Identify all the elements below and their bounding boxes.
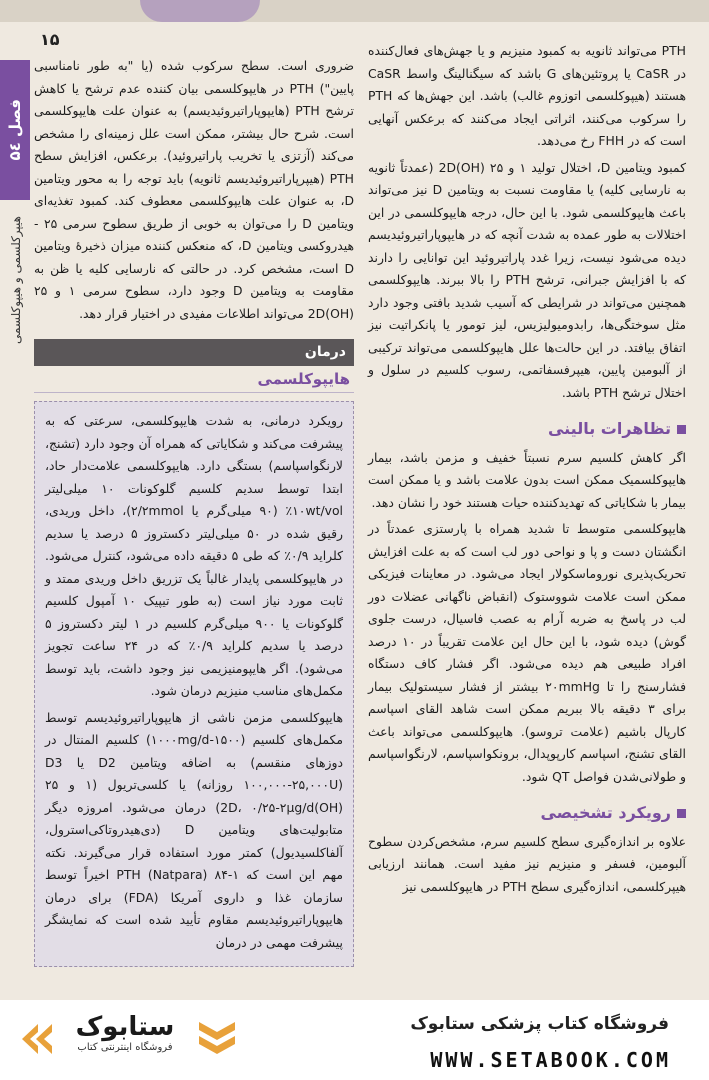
paragraph: کمبود ویتامین D، اختلال تولید ۱ و ۲۵ (OH)2D (عمدتاً ثانویه به نارسایی کلیه) یا مقاومت نسبت به ویتامین D نیز می‌تواند باعث هایپوکلسمی شود. با این حال، درجه هایپوکلسمی در این اختلالات به طور عمده به شدت آنچه که در هایپوپاراتیروئیدیسم دیده می‌شود نیست، زیرا غدد پاراتیروئید این توانایی را دارند که با افزایش جبرانی، ترشح PTH را بالا ببرند. هایپوکلسمی همچنین می‌تواند در شرایطی که آسیب شدید بافتی وجود دارد مثل سوختگی‌ها، رابدومیولیزیس، لیز تومور یا پانکراتیت نیز اتفاق بیافتد. در این حالت‌ها علل هایپوکلسمی می‌تواند ترکیبی از آلبومین پایین، هیپرفسفاتمی، رسوب کلسیم در سلول و اختلال ترشح PTH باشد.: [368, 159, 686, 400]
brand-tagline: فروشگاه اینترنتی کتاب: [77, 1042, 173, 1053]
heading-text: رویکرد تشخیصی: [540, 803, 671, 822]
decorative-shape: [140, 0, 260, 22]
paragraph: ضروری است. سطح سرکوب شده (یا "به طور نامناسبی پایین") PTH در هایپوکلسمی بیان کننده عدم ترشح یا کاهش ترشح PTH (هایپوپاراتیروئیدیسم) به عنوان علت هایپوکلسمی است. شرح حال بیشتر، ممکن است علل زمینه‌ای را مشخص می‌کند (آزتزی یا تخریب پاراتیروئید). برعکس، افزایش سطح PTH (هیپرپاراتیروئیدیسم ثانویه) باید توجه را به محور ویتامین D، به عنوان علت هایپوکلسمی معطوف کند. کمبود تغذیه‌ای ویتامین D را می‌توان به خوبی از طریق سطوح سرمی ۲۵ - هیدروکسی ویتامین D، که منعکس کننده میزان ذخیرهٔ ویتامین D است، مشخص کرد. در حالتی که نارسایی کلیه یا ظن به مقاومت به ویتامین D وجود دارد، سطوح سرمی ۱ و ۲۵ (OH)2D می‌تواند اطلاعات مفیدی در اختیار قرار دهد.: [34, 58, 354, 321]
chapter-tab: [0, 60, 30, 200]
hypocalcemia-subheading: هایپوکلسمی: [34, 366, 354, 394]
brand-logo-text: [70, 1012, 180, 1053]
paragraph: رویکرد درمانی، به شدت هایپوکلسمی، سرعتی که به پیشرفت می‌کند و شکایاتی که همراه آن وجود دارد (تشنج، لارنگواسپاسم) بستگی دارد. هایپوکلسمی علامت‌دار حاد، ابتدا توسط سدیم کلسیم گلوکونات ۱۰ میلی‌لیتر ۱۰wt/vol٪ (۹۰ میلی‌گرم یا ۲/۲mmol)، داخل وریدی، رقیق شده در ۵۰ میلی‌لیتر دکستروز ۵ درصد یا سدیم کلراید ۰/۹٪ که طی ۵ دقیقه داده می‌شود، کنترل می‌شود. در هایپوکلسمی پایدار غالباً یک تزریق داخل وریدی ممتد و ثابت مورد نیاز است (به طور تیپیک ۱۰ آمپول کلسیم گلوکونات یا ۹۰۰ میلی‌گرم کلسیم در ۱ لیتر دکستروز ۵ درصد یا سدیم کلراید ۰/۹٪ که در ۲۴ ساعت تجویز می‌شود). اگر هایپومنیزیمی نیز وجود داشت، باید توسط مکمل‌های مناسب منیزیم درمان شود.: [45, 413, 344, 698]
chapter-running-title: [4, 205, 28, 355]
brand-word: ستابوک: [75, 1012, 175, 1042]
paragraph: PTH می‌تواند ثانویه به کمبود منیزیم و یا جهش‌های فعال‌کننده در CaSR یا پروتئین‌های G باشد که سیگنالینگ واسط CaSR هستند (هیپوکلسمی اتوزوم غالب) باشد. این جهش‌ها که PTH را سرکوب می‌کنند، اثراتی ایجاد می‌کنند که برعکس آنهایی است که در FHH رخ می‌دهد.: [368, 43, 686, 148]
section-heading-clinical: [368, 418, 686, 441]
paragraph: هایپوکلسمی مزمن ناشی از هایپوپاراتیروئیدیسم توسط مکمل‌های کلسیم (۱۵۰۰-۱۰۰۰mg/d) کلسیم المنتال در دوزهای منقسم) به اضافه ویتامین D2 یا D3 (۱۰۰,۰۰۰-۲۵,۰۰۰U روزانه) یا کلسی‌تریول (۱ و ۲۵ (OH)2D، ۰/۲۵-۲μg/d) درمان می‌شود. امروزه دیگر متابولیت‌های ویتامین D (دی‌هیدروتاکی‌استرول، آلفاکلسیدیول) کمتر مورد استفاده قرار می‌گیرند. نکته مهم این است که ۱-۸۴ PTH (Natpara) اخیراً توسط سازمان غذا و داروی آمریکا (FDA) برای درمان هایپوپاراتیروئیدیسم مقاوم تأیید شده است که نمایشگر پیشرفت مهمی در درمان: [45, 709, 343, 950]
treatment-box: [34, 401, 354, 967]
page-top-edge: [0, 0, 709, 22]
heading-square-icon: [677, 809, 686, 818]
heading-text: تظاهرات بالینی: [547, 419, 671, 438]
brand-logo-icon: [14, 1014, 64, 1064]
paragraph: علاوه بر اندازه‌گیری سطح کلسیم سرم، مشخص‌کردن سطوح آلبومین، فسفر و منیزیم نیز مفید است. همانند ارزیابی هیپرکلسمی، اندازه‌گیری سطح PTH در هایپوکلسمی نیز: [368, 833, 686, 894]
treatment-heading: درمان: [34, 339, 354, 366]
store-footer: [0, 1000, 709, 1080]
right-column: [368, 40, 686, 902]
chevron-emblem-icon: [195, 1016, 239, 1062]
store-url[interactable]: WWW.SETABOOK.COM: [430, 1048, 671, 1072]
page-number: ۱۵: [40, 30, 60, 49]
store-name: فروشگاه کتاب پزشکی ستابوک: [410, 1014, 669, 1034]
paragraph: اگر کاهش کلسیم سرم نسبتاً خفیف و مزمن باشد، بیمار هایپوکلسمیک ممکن است بدون علامت باشد و یا ممکن است بیمار با شکایاتی که تهدیدکننده حیات هستند خود را نشان دهد.: [368, 449, 686, 510]
heading-square-icon: [677, 425, 686, 434]
paragraph: هایپوکلسمی متوسط تا شدید همراه با پارستزی عمدتاً در انگشتان دست و پا و نواحی دور لب است که به علت افزایش تحریک‌پذیری نوروماسکولار ایجاد می‌شود. در معاینات فیزیکی ممکن است علامت شووستوک (انقباض ناگهانی عضلات دور لب در پاسخ به ضربه آرام به عصب فاسیال، درست جلوی گوش) دیده شود، با این حال این علامت تقریباً در ۱۰ درصد افراد طبیعی هم دیده می‌شود. اگر فشار کاف دستگاه فشارسنج را تا ۲۰mmHg بیشتر از فشار سیستولیک بیمار برای ۳ دقیقه بالا ببریم ممکن است شاهد القای اسپاسم کارپال باشیم (علامت تروسو). هایپوکلسمی می‌تواند باعث القای تشنج، اسپاسم کارپوپدال، برونکواسپاسم، لارنگواسپاسم و طولانی‌شدن فواصل QT شود.: [368, 521, 686, 784]
chapter-title-label: هیپرکلسمی و هیپوکلسمی: [9, 215, 23, 345]
left-column: [34, 55, 354, 967]
section-heading-diagnostic: [368, 802, 686, 825]
chapter-tab-label: فصل ۵٤: [6, 99, 24, 161]
